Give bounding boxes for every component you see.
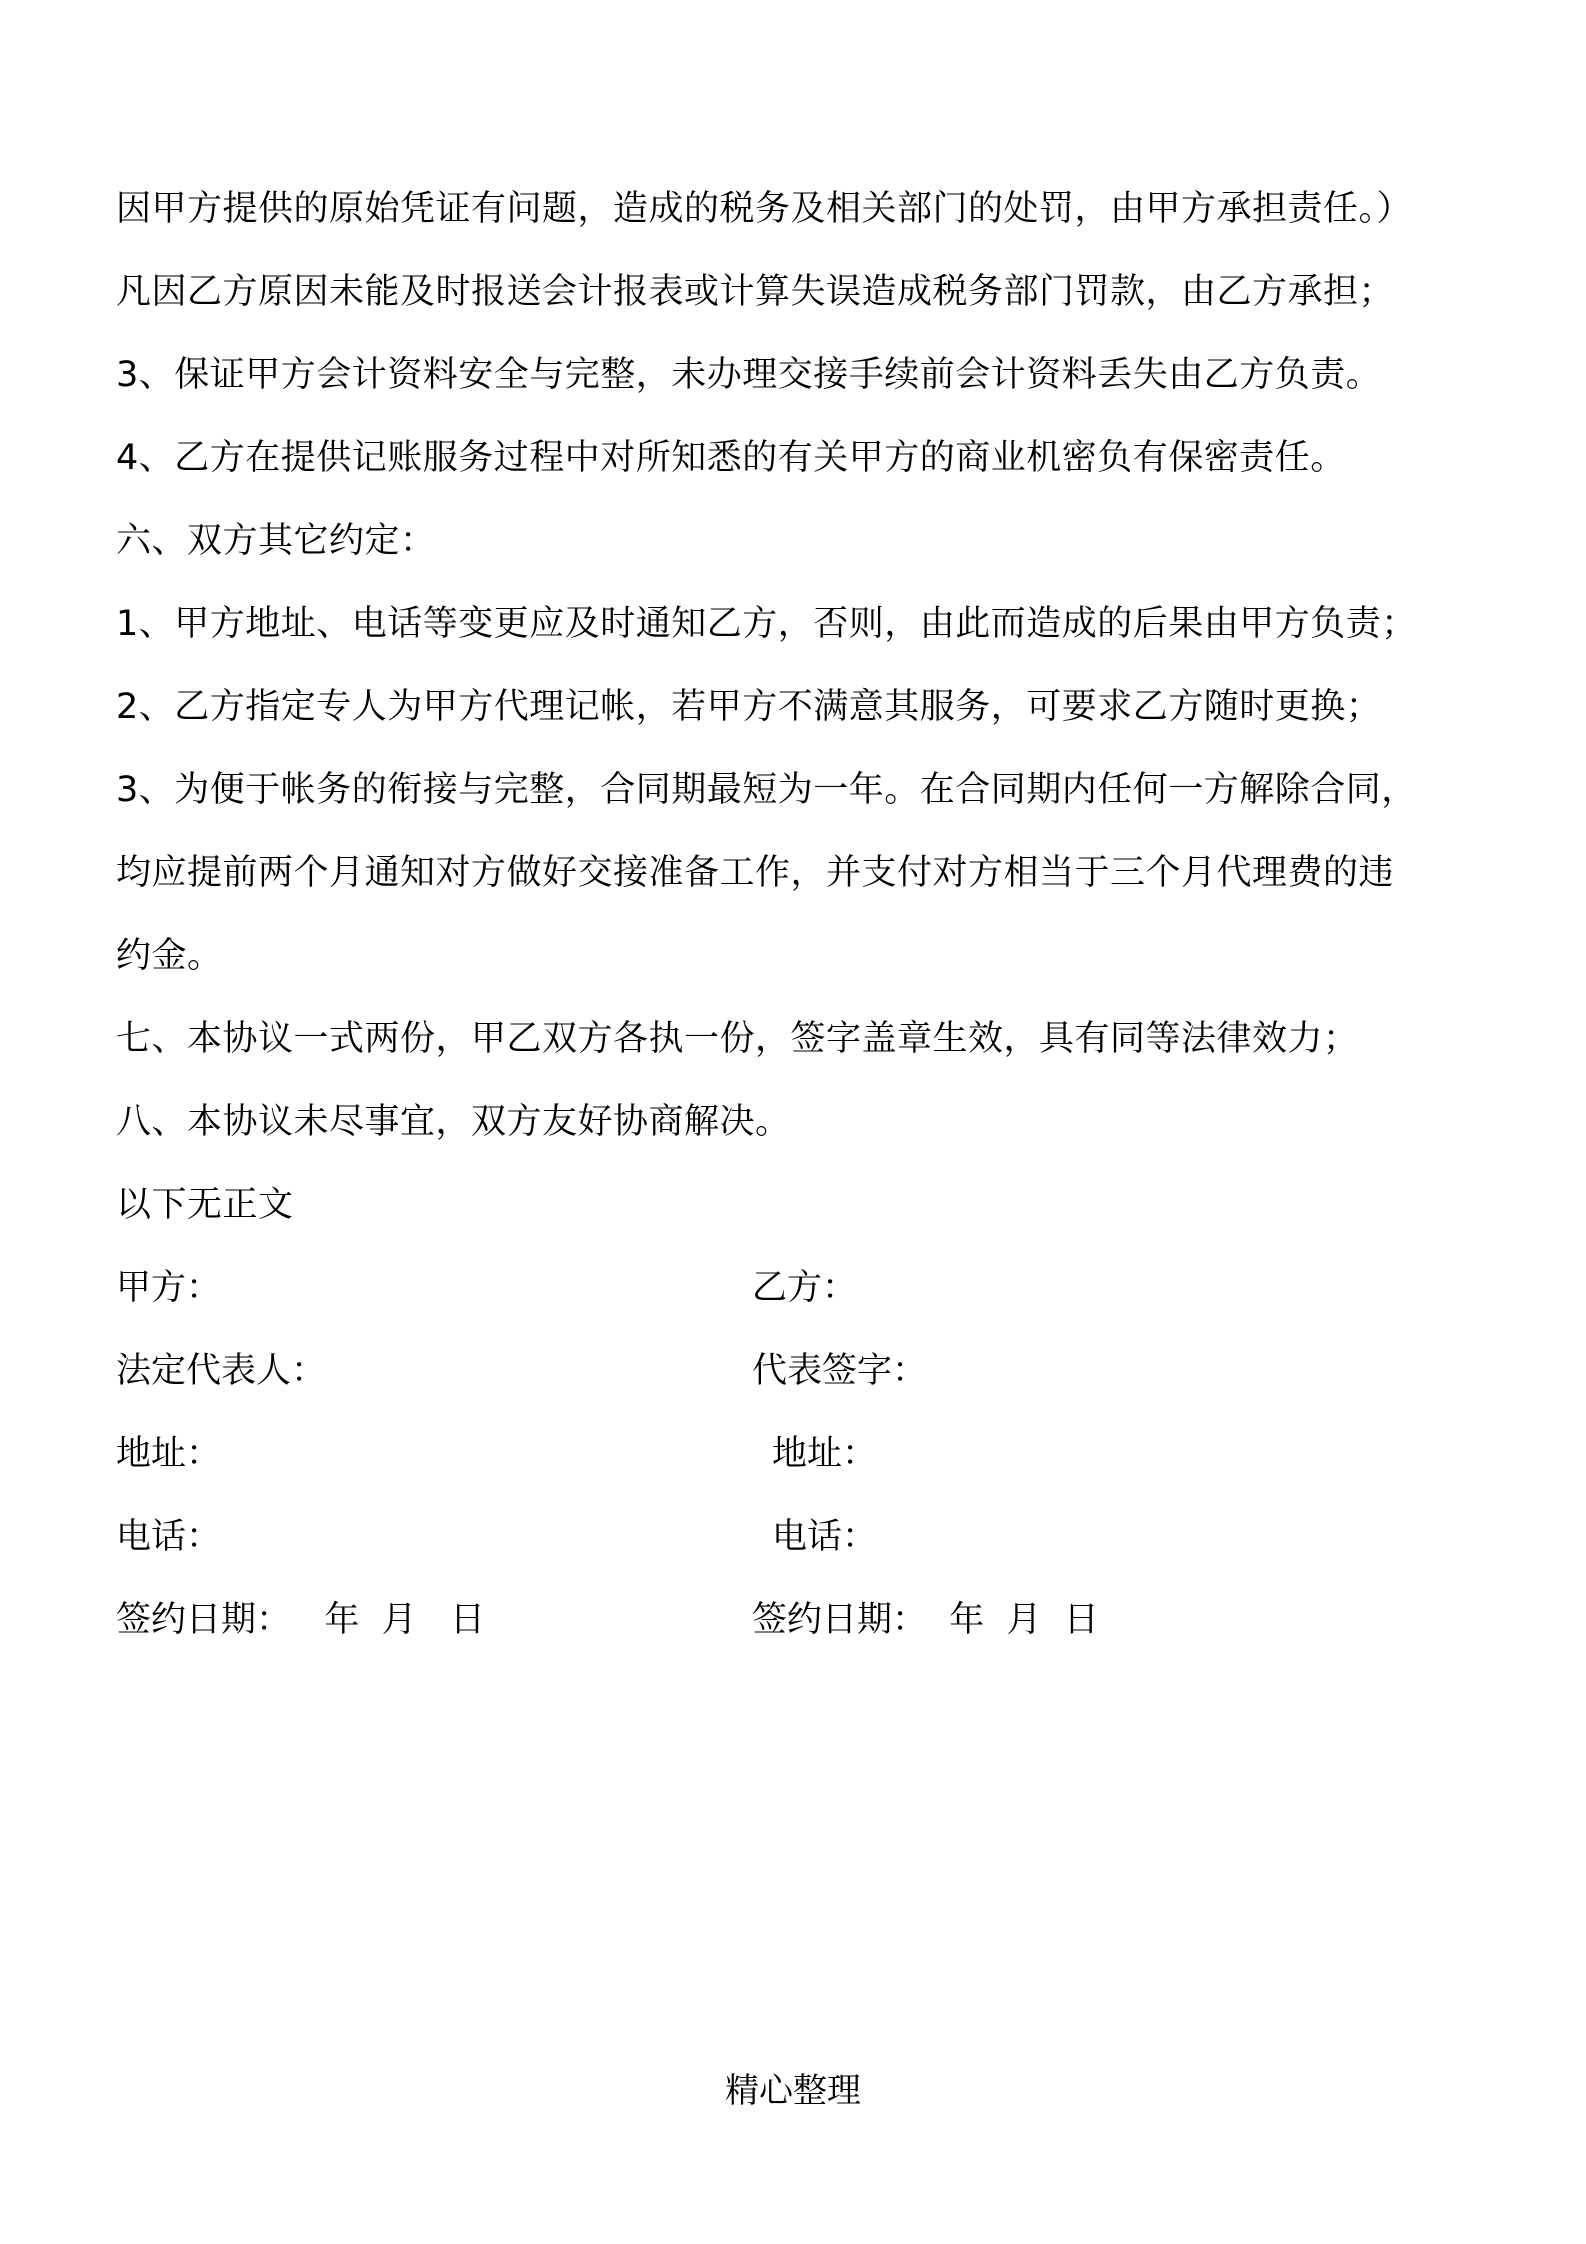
signature-row-representative	[116, 1330, 1496, 1413]
body-line-6: 1、甲方地址、电话等变更应及时通知乙方，否则，由此而造成的后果由甲方负责；	[116, 604, 1417, 644]
phone-a-label: 电话：	[116, 1517, 222, 1557]
signature-row-party	[116, 1247, 1496, 1330]
body-line-4: 4、乙方在提供记账服务过程中对所知悉的有关甲方的商业机密负有保密责任。	[116, 438, 1346, 478]
section-heading-8: 八、本协议未尽事宜，双方友好协商解决。	[116, 1102, 791, 1142]
body-line-3: 3、保证甲方会计资料安全与完整，未办理交接手续前会计资料丢失由乙方负责。	[116, 355, 1382, 395]
signature-row-phone	[116, 1496, 1496, 1579]
sign-date-b-label: 签约日期： 年 月 日	[752, 1600, 1099, 1640]
legal-representative-label: 法定代表人：	[116, 1351, 327, 1391]
party-b-label: 乙方：	[752, 1268, 858, 1308]
body-line-10: 约金。	[116, 936, 223, 976]
end-of-text-note: 以下无正文	[116, 1185, 294, 1225]
body-line-8: 3、为便于帐务的衔接与完整，合同期最短为一年。在合同期内任何一方解除合同，	[116, 770, 1417, 810]
party-a-label: 甲方：	[116, 1268, 222, 1308]
body-line-1: 因甲方提供的原始凭证有问题，造成的税务及相关部门的处罚，由甲方承担责任。）	[116, 189, 1413, 229]
section-heading-6: 六、双方其它约定：	[116, 521, 436, 561]
address-a-label: 地址：	[116, 1434, 222, 1474]
section-heading-7: 七、本协议一式两份，甲乙双方各执一份，签字盖章生效，具有同等法律效力；	[116, 1019, 1359, 1059]
signature-row-date	[116, 1579, 1496, 1662]
body-line-2: 凡因乙方原因未能及时报送会计报表或计算失误造成税务部门罚款，由乙方承担；	[116, 272, 1395, 312]
address-b-label: 地址：	[772, 1434, 878, 1474]
body-line-7: 2、乙方指定专人为甲方代理记帐，若甲方不满意其服务，可要求乙方随时更换；	[116, 687, 1382, 727]
signature-row-address	[116, 1413, 1496, 1496]
phone-b-label: 电话：	[772, 1517, 878, 1557]
representative-signature-label: 代表签字：	[752, 1351, 928, 1391]
sign-date-a-label: 签约日期： 年 月 日	[116, 1600, 486, 1640]
page-footer: 精心整理	[725, 2071, 861, 2111]
body-line-9: 均应提前两个月通知对方做好交接准备工作，并支付对方相当于三个月代理费的违	[116, 853, 1395, 893]
contract-body	[116, 168, 1496, 1662]
